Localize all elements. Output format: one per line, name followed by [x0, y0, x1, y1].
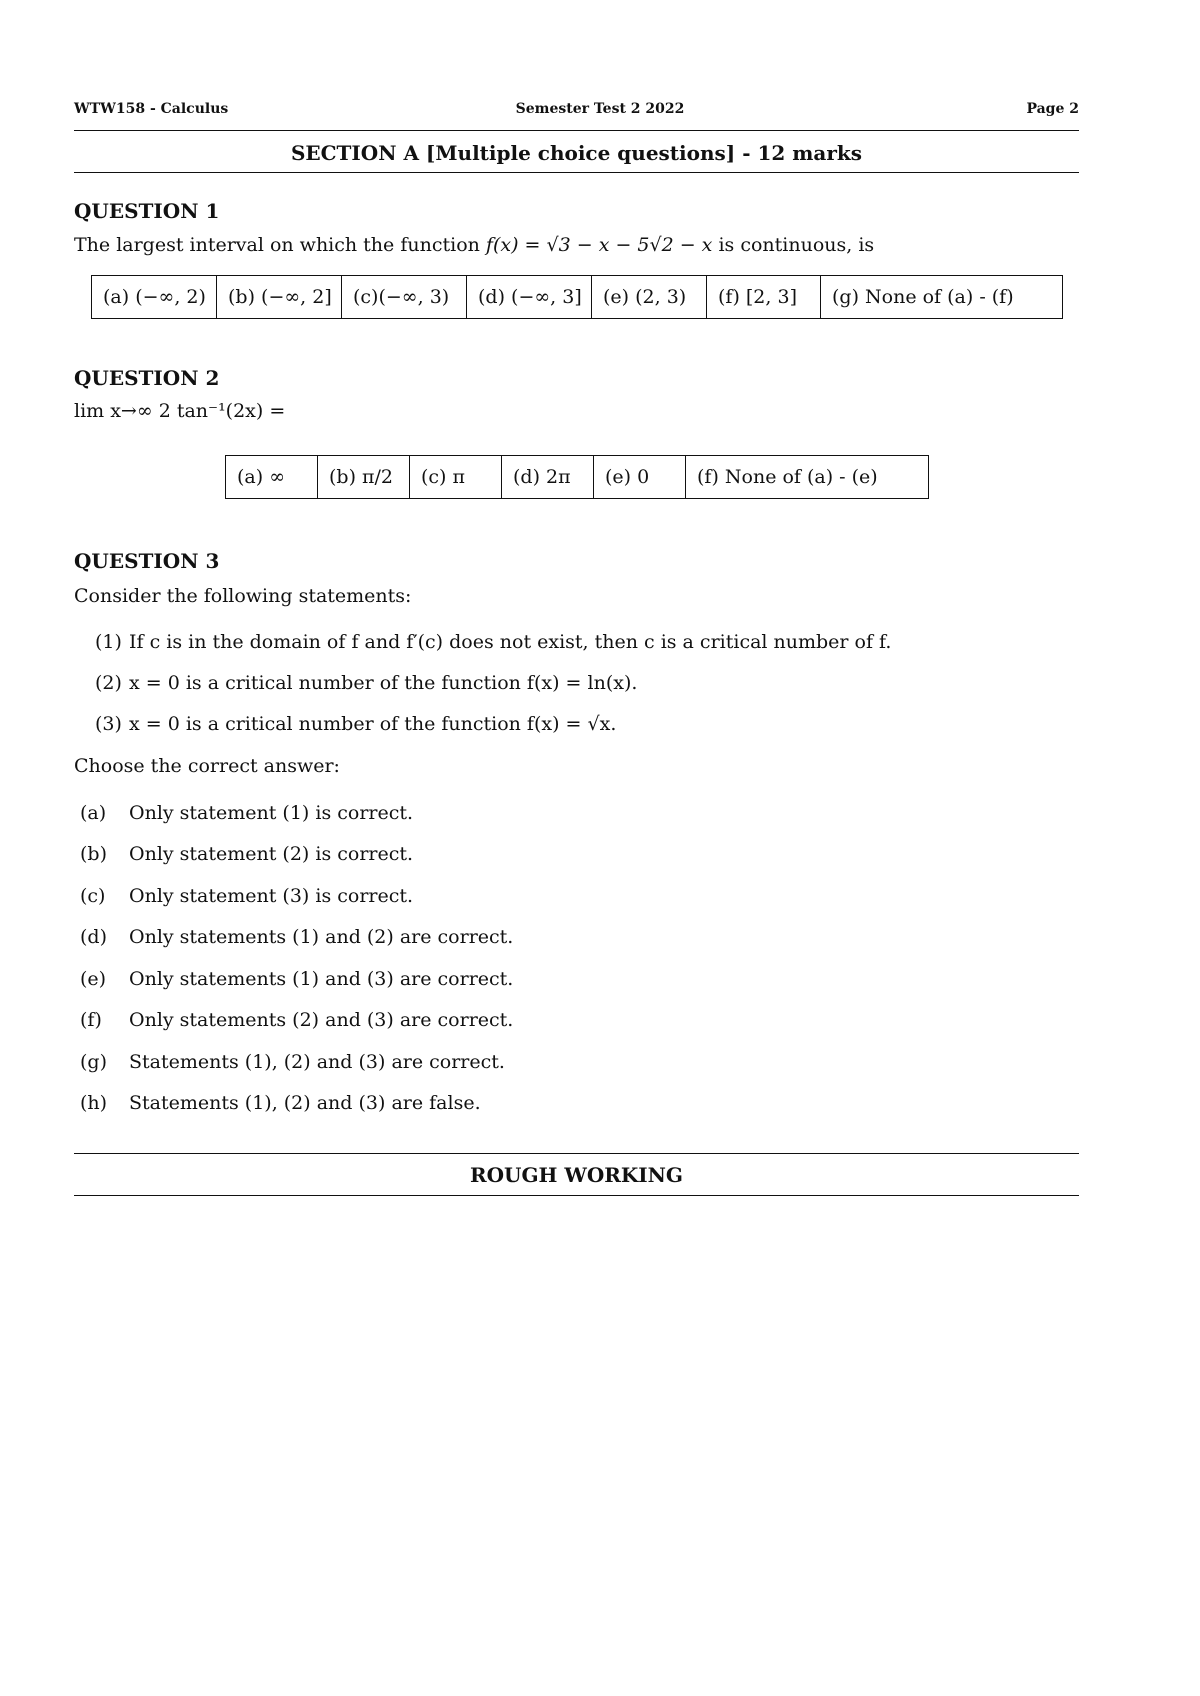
header-page-number: Page 2: [1026, 101, 1079, 117]
statement-3-number: (3): [95, 713, 122, 735]
q2-option-c[interactable]: (c) π: [410, 456, 502, 499]
answer-a-text[interactable]: Only statement (1) is correct.: [129, 802, 414, 824]
header-test-name: Semester Test 2 2022: [515, 101, 685, 117]
answer-a-label[interactable]: (a): [80, 802, 107, 824]
q2-option-d[interactable]: (d) 2π: [502, 456, 594, 499]
q1-option-b[interactable]: (b) (−∞, 2]: [217, 276, 342, 319]
question-3-heading: QUESTION 3: [74, 549, 220, 573]
question-3-prompt: Choose the correct answer:: [74, 755, 340, 777]
rough-working-bottom-rule: [74, 1195, 1079, 1196]
answer-c-label[interactable]: (c): [80, 885, 106, 907]
answer-e-label[interactable]: (e): [80, 968, 107, 990]
q1-option-d[interactable]: (d) (−∞, 3]: [467, 276, 592, 319]
answer-d-text[interactable]: Only statements (1) and (2) are correct.: [129, 926, 514, 948]
question-1-options: [91, 275, 1063, 319]
section-a-title: SECTION A [Multiple choice questions] - 12 marks: [290, 141, 863, 165]
answer-g-text[interactable]: Statements (1), (2) and (3) are correct.: [129, 1051, 505, 1073]
answer-f-label[interactable]: (f): [80, 1009, 102, 1031]
q2-option-a[interactable]: (a) ∞: [226, 456, 318, 499]
question-1-stem-suffix: is continuous, is: [718, 234, 875, 256]
q1-option-g[interactable]: (g) None of (a) - (f): [821, 276, 1063, 319]
q2-option-e[interactable]: (e) 0: [594, 456, 686, 499]
statement-1-number: (1): [95, 631, 122, 653]
q1-option-e[interactable]: (e) (2, 3): [592, 276, 707, 319]
answer-h-label[interactable]: (h): [80, 1092, 108, 1114]
question-2-heading: QUESTION 2: [74, 366, 220, 390]
question-1-stem-text: The largest interval on which the function: [74, 234, 480, 256]
answer-b-text[interactable]: Only statement (2) is correct.: [129, 843, 414, 865]
statement-2-text: x = 0 is a critical number of the function f(x) = ln(x).: [129, 672, 638, 694]
statement-3-text: x = 0 is a critical number of the function f(x) = √x.: [129, 713, 617, 735]
answer-b-label[interactable]: (b): [80, 843, 107, 865]
rough-working-title: ROUGH WORKING: [469, 1163, 684, 1187]
statement-1-text: If c is in the domain of f and f′(c) does not exist, then c is a critical number of f.: [129, 631, 892, 653]
header-course: WTW158 - Calculus: [74, 101, 229, 117]
answer-e-text[interactable]: Only statements (1) and (3) are correct.: [129, 968, 514, 990]
q2-option-f[interactable]: (f) None of (a) - (e): [686, 456, 929, 499]
question-1-heading: QUESTION 1: [74, 199, 220, 223]
answer-g-label[interactable]: (g): [80, 1051, 107, 1073]
q1-option-a[interactable]: (a) (−∞, 2): [92, 276, 217, 319]
question-2-options: [225, 455, 929, 499]
answer-f-text[interactable]: Only statements (2) and (3) are correct.: [129, 1009, 514, 1031]
q1-option-c[interactable]: (c)(−∞, 3): [342, 276, 467, 319]
question-3-intro: Consider the following statements:: [74, 585, 412, 607]
section-a-rule: [74, 172, 1079, 173]
answer-c-text[interactable]: Only statement (3) is correct.: [129, 885, 414, 907]
answer-d-label[interactable]: (d): [80, 926, 107, 948]
question-1-function: f(x) = √3 − x − 5√2 − x: [485, 234, 713, 256]
q1-option-f[interactable]: (f) [2, 3]: [707, 276, 821, 319]
question-2-stem: lim x→∞ 2 tan⁻¹(2x) =: [74, 400, 286, 422]
question-1-stem: [74, 234, 874, 256]
statement-2-number: (2): [95, 672, 122, 694]
header-rule: [74, 130, 1079, 131]
answer-h-text[interactable]: Statements (1), (2) and (3) are false.: [129, 1092, 481, 1114]
q2-option-b[interactable]: (b) π/2: [318, 456, 410, 499]
rough-working-top-rule: [74, 1153, 1079, 1154]
